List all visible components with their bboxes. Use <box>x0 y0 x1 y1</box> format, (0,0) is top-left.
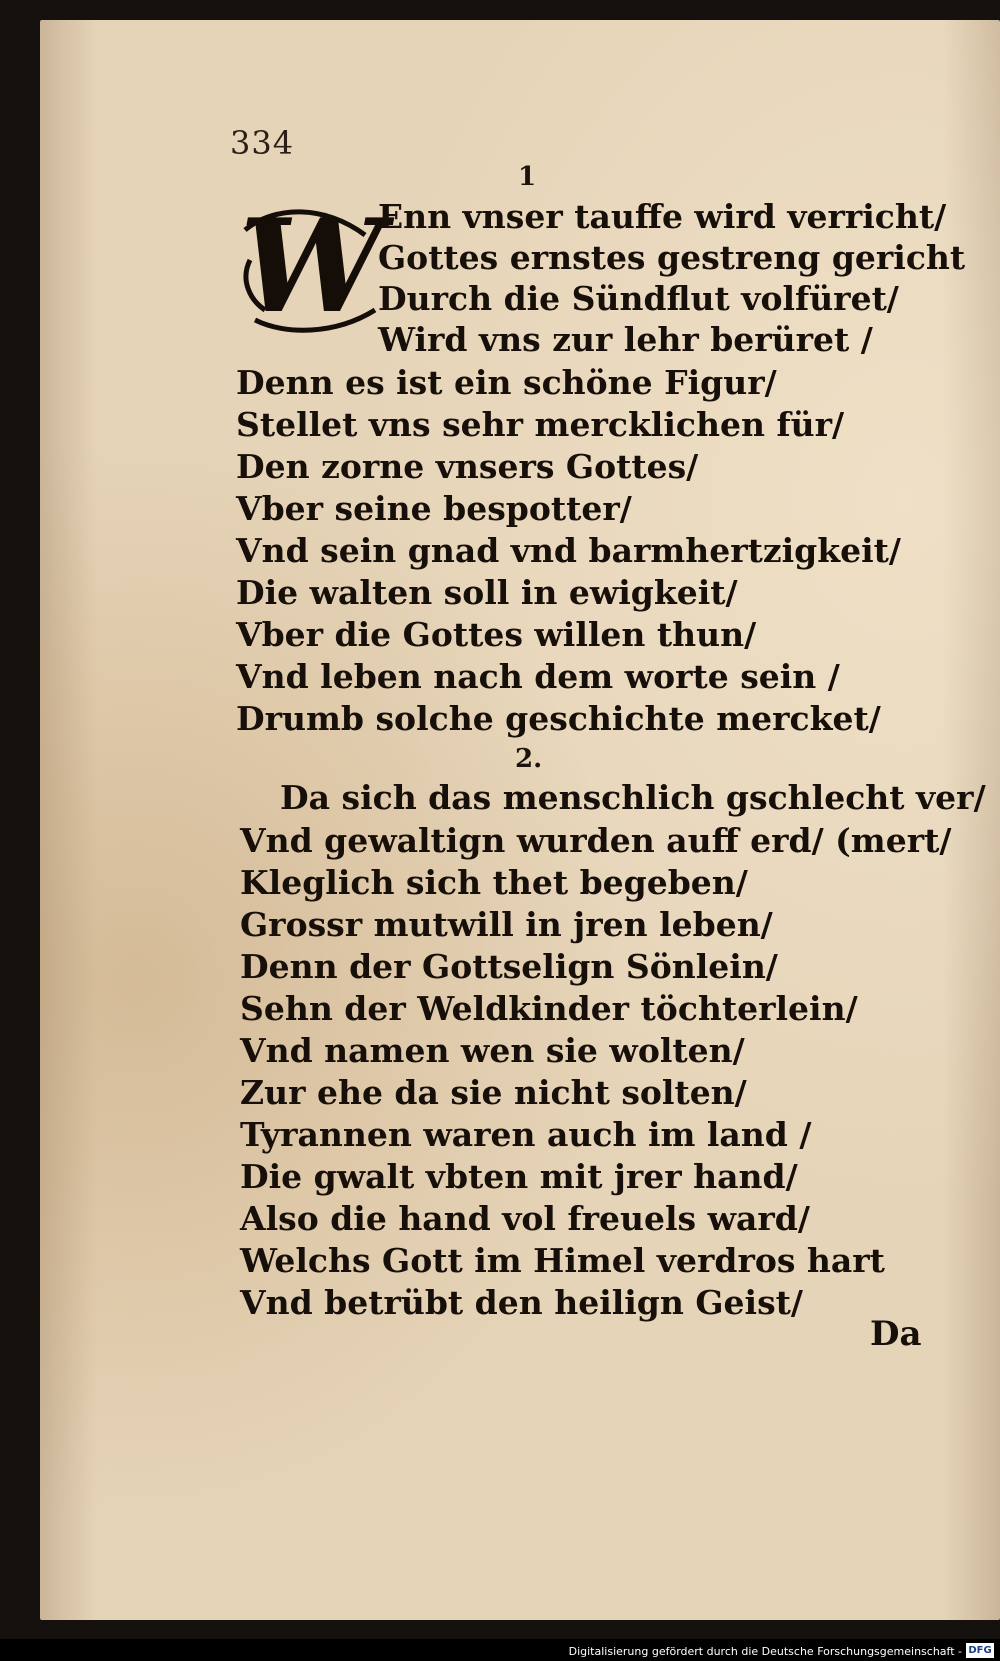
verse-line: Die walten soll in ewigkeit/ <box>236 573 738 612</box>
verse-line: Welchs Gott im Himel verdros hart <box>240 1241 885 1280</box>
page-number: 334 <box>230 124 295 162</box>
stanza-number-2: 2. <box>515 744 543 774</box>
funding-credit: Digitalisierung gefördert durch die Deutsche Forschungsgemeinschaft - <box>568 1645 962 1658</box>
verse-line: Vnd betrübt den heilign Geist/ <box>240 1283 803 1322</box>
catchword: Da <box>870 1314 922 1354</box>
verse-line: Die gwalt vbten mit jrer hand/ <box>240 1157 798 1196</box>
verse-line: Vnd gewaltign wurden auff erd/ (mert/ <box>240 821 952 860</box>
verse-line: Kleglich sich thet begeben/ <box>240 863 748 902</box>
verse-line: Wird vns zur lehr berüret / <box>378 320 873 359</box>
verse-line: Zur ehe da sie nicht solten/ <box>240 1073 747 1112</box>
verse-line: Gottes ernstes gestreng gericht <box>378 238 966 277</box>
stanza-number-1: 1 <box>518 162 537 192</box>
verse-line: Da sich das menschlich gschlecht ver/ <box>280 778 986 817</box>
verse-line: Vnd namen wen sie wolten/ <box>240 1031 745 1070</box>
decorated-initial-letter: W <box>240 192 384 342</box>
verse-line: Denn der Gottselign Sönlein/ <box>240 947 778 986</box>
verse-line: Also die hand vol freuels ward/ <box>240 1199 810 1238</box>
verse-line: Durch die Sündflut volfüret/ <box>378 279 899 318</box>
verse-line: Enn vnser tauffe wird verricht/ <box>378 197 947 236</box>
verse-line: Denn es ist ein schöne Figur/ <box>236 363 777 402</box>
digitization-footer <box>0 1639 1000 1661</box>
dfg-logo: DFG <box>966 1643 994 1658</box>
verse-line: Grossr mutwill in jren leben/ <box>240 905 773 944</box>
verse-line: Stellet vns sehr mercklichen für/ <box>236 405 845 444</box>
verse-line: Den zorne vnsers Gottes/ <box>236 447 699 486</box>
verse-line: Sehn der Weldkinder töchterlein/ <box>240 989 858 1028</box>
verse-line: Vnd leben nach dem worte sein / <box>236 657 840 696</box>
verse-line: Drumb solche geschichte mercket/ <box>236 699 881 738</box>
verse-line: Vber seine bespotter/ <box>236 489 632 528</box>
verse-line: Vber die Gottes willen thun/ <box>236 615 757 654</box>
verse-line: Vnd sein gnad vnd barmhertzigkeit/ <box>236 531 901 570</box>
verse-line: Tyrannen waren auch im land / <box>240 1115 812 1154</box>
